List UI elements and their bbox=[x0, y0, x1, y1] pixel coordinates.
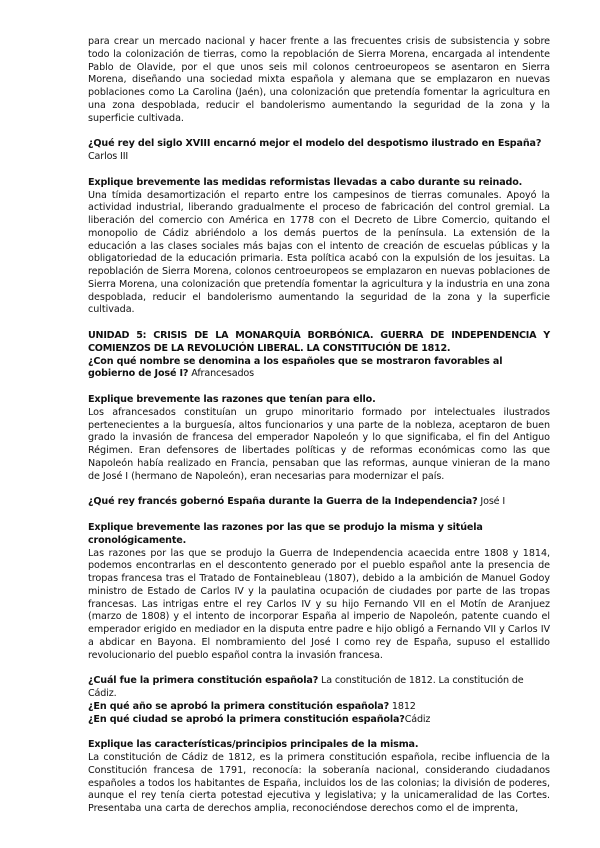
heading-characteristics: Explique las características/principios principales de la misma. bbox=[88, 739, 419, 751]
question-text: ¿En qué ciudad se aprobó la primera constitución española? bbox=[88, 713, 405, 725]
question-french-king bbox=[88, 496, 550, 509]
unit-5-title: UNIDAD 5: CRISIS DE LA MONARQUÍA BORBÓNICA. GUERRA DE INDEPENDENCIA Y COMIENZOS DE LA REVOLUCIÓN LIBERAL. LA CONSTITUCIÓN DE 1812. bbox=[88, 330, 550, 354]
spacer bbox=[88, 662, 550, 675]
question-text: ¿Con qué nombre se denomina a los españoles que se mostraron favorables al gobierno de José I? bbox=[88, 355, 503, 380]
question-text: ¿Qué rey del siglo XVIII encarnó mejor el modelo del despotismo ilustrado en España? bbox=[88, 138, 542, 150]
reform-measures-paragraph: Una tímida desamortización el reparto entre los campesinos de tierras comunales. Apoyó la actividad industrial, liberando gradualmente el proceso de fabricación del control gremial. La liberación del comercio con América en 1778 con el Decreto de Libre Comercio, quitando el monopolio de Cádiz abriéndolo a los demás puertos de la península. La extensión de la educación a las clases sociales más bajas con el intento de creación de escuelas públicas y la obligatoriedad de la educación primaria. Esta política acabó con la expulsión de los jesuitas. La repoblación de Sierra Morena, colonos centroeuropeos se emplazaron en nuevas poblaciones de Sierra Morena, una colonización que pretendía fomentar la agricultura y la industria en una zona despoblada, reducir el bandolerismo aumentando la seguridad de la zona y la superficie cultivada. bbox=[88, 189, 550, 316]
document-page bbox=[88, 36, 550, 816]
answer-text: Carlos III bbox=[88, 151, 129, 162]
question-text: ¿En qué año se aprobó la primera constitución española? bbox=[88, 700, 390, 712]
characteristics-paragraph: La constitución de Cádiz de 1812, es la primera constitución española, recibe influencia de la Constitución francesa de 1791, reconocía: la soberanía nacional, considerando ciudadanos españoles a todos los habitantes de España, incluidos los de las colonias; la división de poderes, aunque el rey tenía cierta potestad ejecutiva y legislativa; y la unicameralidad de las Cortes. Presentaba una carta de derechos amplia, reconociéndose derechos como el de imprenta, bbox=[88, 752, 550, 814]
heading-war-reasons: Explique brevemente las razones por las que se produjo la misma y sitúela cronológicamente. bbox=[88, 522, 483, 546]
answer-text: Cádiz bbox=[404, 713, 431, 725]
answer-text: Afrancesados bbox=[188, 368, 254, 380]
answer-text: José I bbox=[477, 496, 506, 508]
question-text: ¿Qué rey francés gobernó España durante la Guerra de la Independencia? bbox=[88, 496, 478, 508]
heading-reasons: Explique brevemente las razones que tenían para ello. bbox=[88, 394, 376, 405]
spacer bbox=[88, 125, 550, 138]
heading-reform-measures: Explique brevemente las medidas reformistas llevadas a cabo durante su reinado. bbox=[88, 176, 523, 188]
spacer bbox=[88, 381, 550, 394]
question-first-constitution bbox=[88, 675, 550, 701]
question-constitution-city bbox=[88, 714, 550, 727]
question-king-xviii bbox=[88, 138, 550, 164]
question-text: ¿Cuál fue la primera constitución española? bbox=[88, 675, 319, 687]
reasons-paragraph: Los afrancesados constituían un grupo minoritario formado por intelectuales ilustrados pertenecientes a la burguesía, altos funcionarios y una parte de la nobleza, aceptaron de buen grado la invasión de francesa del emperador Napoleón y lo que significaba, el fin del Antiguo Régimen. Eran defensores de libertades políticas y de reformas económicas como las que Napoleón había realizado en Francia, pensaban que las reformas, aunque vinieran de la mano de José I (hermano de Napoleón), eran necesarias para modernizar el país. bbox=[88, 406, 550, 482]
question-constitution-year bbox=[88, 701, 550, 714]
spacer bbox=[88, 317, 550, 330]
question-afrancesados bbox=[88, 356, 550, 382]
spacer bbox=[88, 726, 550, 739]
answer-text: 1812 bbox=[389, 700, 416, 712]
spacer bbox=[88, 483, 550, 496]
war-paragraph: Las razones por las que se produjo la Guerra de Independencia acaecida entre 1808 y 1814, podemos encontrarlas en el descontento generado por el pueblo español ante la presencia de tropas francesa tras el Tratado de Fontainebleau (1807), debido a la ambición de Manuel Godoy ministro de Estado de Carlos IV y la paulatina ocupación de ciudades por parte de las tropas francesas. Las intrigas entre el rey Carlos IV y su hijo Fernando VII en el Motín de Aranjuez (marzo de 1808) y el intento de incorporar España al imperio de Napoleón, patente cuando el emperador erigido en mediador en la disputa entre padre e hijo obligó a Fernando VII y Carlos IV a abdicar en Bayona. El nombramiento del José I como rey de España, supuso el estallido revolucionario del pueblo español contra la invasión francesa. bbox=[88, 547, 550, 661]
answer-text: La constitución de 1812. La constitución de Cádiz. bbox=[88, 675, 524, 699]
spacer bbox=[88, 509, 550, 522]
spacer bbox=[88, 164, 550, 177]
intro-paragraph: para crear un mercado nacional y hacer frente a las frecuentes crisis de subsistencia y sobre todo la colonización de tierras, como la repoblación de Sierra Morena, encargada al intendente Pablo de Olavide, por el que unos seis mil colonos centroeuropeos se asentaron en Sierra Morena, diseñando una sociedad mixta española y alemana que se emplazaron en nuevas poblaciones como La Carolina (Jaén), una colonización que pretendía fomentar la agricultura en una zona despoblada, reducir el bandolerismo aumentando la seguridad de la zona y la superficie cultivada. bbox=[88, 36, 550, 124]
